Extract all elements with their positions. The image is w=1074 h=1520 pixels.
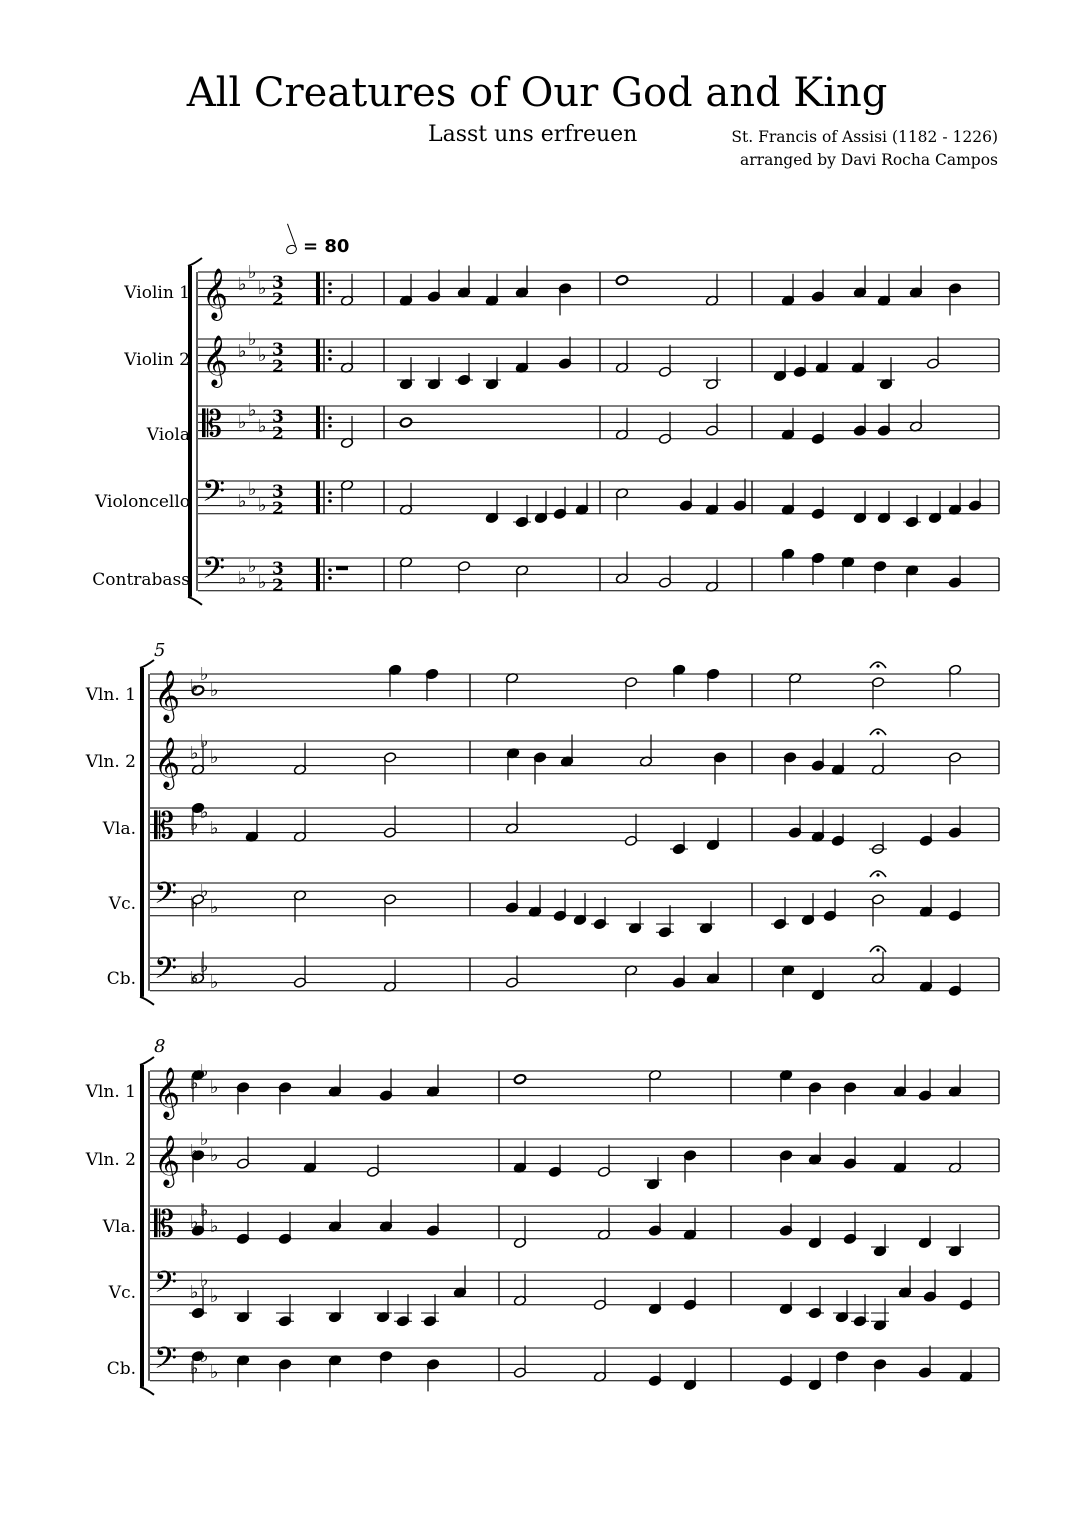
- flat-icon: ♭: [190, 814, 199, 835]
- label-vc-s2: Vc.: [108, 894, 136, 914]
- label-vln2-s2: Vln. 2: [85, 752, 136, 772]
- repeat-dot: [328, 576, 332, 580]
- arranger-line: arranged by Davi Rocha Campos: [740, 151, 998, 169]
- fermata-dot: [876, 948, 879, 951]
- flat-icon: ♭: [238, 568, 247, 589]
- bass-clef-icon: 𝄢: [154, 1342, 178, 1383]
- flat-icon: ♭: [210, 897, 219, 918]
- flat-icon: ♭: [200, 1200, 209, 1221]
- bracket-bottom-hook: [188, 597, 202, 605]
- score-subtitle: Lasst uns erfreuen: [428, 122, 638, 147]
- label-violin-1: Violin 1: [124, 283, 190, 303]
- label-violoncello: Violoncello: [95, 492, 190, 512]
- flat-icon: ♭: [200, 802, 209, 823]
- bass-clef-icon: 𝄢: [202, 475, 226, 516]
- whole-note: [399, 417, 412, 428]
- bracket-top-hook: [140, 1057, 154, 1065]
- time-signature-top: 3: [272, 340, 284, 360]
- flat-icon: ♭: [210, 747, 219, 768]
- label-vla-s2: Vla.: [102, 819, 136, 839]
- clefs: [154, 262, 284, 1383]
- label-vla-s3: Vla.: [102, 1217, 136, 1237]
- label-vln1-s3: Vln. 1: [85, 1082, 136, 1102]
- bracket-bottom-hook: [140, 997, 154, 1005]
- repeat-dot: [328, 416, 332, 420]
- time-signature-top: 3: [272, 407, 284, 427]
- flat-icon: ♭: [190, 968, 199, 989]
- repeat-dot: [328, 349, 332, 353]
- bracket-top-hook: [188, 258, 202, 266]
- flat-icon: ♭: [190, 743, 199, 764]
- measure-number-8: 8: [154, 1036, 166, 1057]
- flat-icon: ♭: [238, 341, 247, 362]
- time-signature-bottom: 2: [272, 357, 284, 377]
- bass-clef-icon: 𝄢: [202, 552, 226, 593]
- time-signature-bottom: 2: [272, 290, 284, 310]
- flat-icon: ♭: [210, 1216, 219, 1237]
- repeat-dot: [328, 491, 332, 495]
- tempo-value: = 80: [303, 236, 350, 257]
- flat-icon: ♭: [200, 1346, 209, 1367]
- label-vc-s3: Vc.: [108, 1283, 136, 1303]
- fermata-dot: [876, 731, 879, 734]
- flat-icon: ♭: [200, 1061, 209, 1082]
- flat-icon: ♭: [210, 1077, 219, 1098]
- treble-clef-icon: 𝄞: [202, 335, 229, 386]
- flat-icon: ♭: [238, 412, 247, 433]
- label-cb-s2: Cb.: [106, 969, 136, 989]
- flat-icon: ♭: [190, 893, 199, 914]
- alto-clef-icon: 𝄡: [154, 1204, 175, 1245]
- treble-clef-icon: 𝄞: [154, 1135, 181, 1186]
- flat-icon: ♭: [258, 345, 267, 366]
- time-signature-top: 3: [272, 482, 284, 502]
- score-title: All Creatures of Our God and King: [186, 70, 888, 116]
- bass-clef-icon: 𝄢: [154, 1266, 178, 1307]
- time-signature-bottom: 2: [272, 424, 284, 444]
- flat-icon: ♭: [200, 1129, 209, 1150]
- flat-icon: ♭: [190, 1282, 199, 1303]
- repeat-dot: [328, 499, 332, 503]
- repeat-dot: [328, 290, 332, 294]
- flat-icon: ♭: [190, 1358, 199, 1379]
- flat-icon: ♭: [248, 400, 257, 421]
- flat-icon: ♭: [248, 329, 257, 350]
- flat-icon: ♭: [248, 479, 257, 500]
- half-rest-icon: [336, 566, 348, 570]
- flat-icon: ♭: [200, 664, 209, 685]
- label-vln2-s3: Vln. 2: [85, 1150, 136, 1170]
- flat-icon: ♭: [210, 818, 219, 839]
- flat-icon: ♭: [200, 956, 209, 977]
- label-contrabass: Contrabass: [92, 570, 190, 590]
- flat-icon: ♭: [248, 262, 257, 283]
- fermata-dot: [876, 873, 879, 876]
- time-signature-bottom: 2: [272, 576, 284, 596]
- bass-clef-icon: 𝄢: [154, 877, 178, 918]
- label-viola: Viola: [146, 425, 190, 445]
- flat-icon: ♭: [210, 680, 219, 701]
- label-violin-2: Violin 2: [124, 350, 190, 370]
- flat-icon: ♭: [200, 1270, 209, 1291]
- time-signature-top: 3: [272, 559, 284, 579]
- repeat-dot: [328, 568, 332, 572]
- flat-icon: ♭: [190, 1212, 199, 1233]
- flat-icon: ♭: [238, 274, 247, 295]
- alto-clef-icon: 𝄡: [154, 806, 175, 847]
- flat-icon: ♭: [210, 1145, 219, 1166]
- flat-icon: ♭: [190, 1073, 199, 1094]
- bass-clef-icon: 𝄢: [154, 952, 178, 993]
- fermata-dot: [876, 664, 879, 667]
- time-signature-top: 3: [272, 273, 284, 293]
- label-cb-s3: Cb.: [106, 1359, 136, 1379]
- flat-icon: ♭: [210, 972, 219, 993]
- flat-icon: ♭: [210, 1286, 219, 1307]
- repeat-dot: [328, 357, 332, 361]
- composer-line: St. Francis of Assisi (1182 - 1226): [731, 128, 998, 146]
- treble-clef-icon: 𝄞: [202, 268, 229, 319]
- treble-clef-icon: 𝄞: [154, 737, 181, 788]
- measure-number-5: 5: [154, 640, 166, 661]
- whole-note: [615, 275, 628, 286]
- flat-icon: ♭: [238, 491, 247, 512]
- treble-clef-icon: 𝄞: [154, 1067, 181, 1118]
- flat-icon: ♭: [210, 1362, 219, 1383]
- flat-icon: ♭: [200, 731, 209, 752]
- flat-icon: ♭: [258, 495, 267, 516]
- flat-icon: ♭: [258, 572, 267, 593]
- treble-clef-icon: 𝄞: [154, 670, 181, 721]
- time-signature-bottom: 2: [272, 499, 284, 519]
- label-vln1-s2: Vln. 1: [85, 685, 136, 705]
- bracket-top-hook: [140, 660, 154, 668]
- repeat-dot: [328, 424, 332, 428]
- flat-icon: ♭: [248, 556, 257, 577]
- bracket-bottom-hook: [140, 1387, 154, 1395]
- alto-clef-icon: 𝄡: [202, 404, 223, 445]
- flat-icon: ♭: [190, 676, 199, 697]
- whole-note: [513, 1074, 526, 1085]
- repeat-dot: [328, 282, 332, 286]
- flat-icon: ♭: [258, 278, 267, 299]
- flat-icon: ♭: [190, 1141, 199, 1162]
- flat-icon: ♭: [200, 881, 209, 902]
- flat-icon: ♭: [258, 416, 267, 437]
